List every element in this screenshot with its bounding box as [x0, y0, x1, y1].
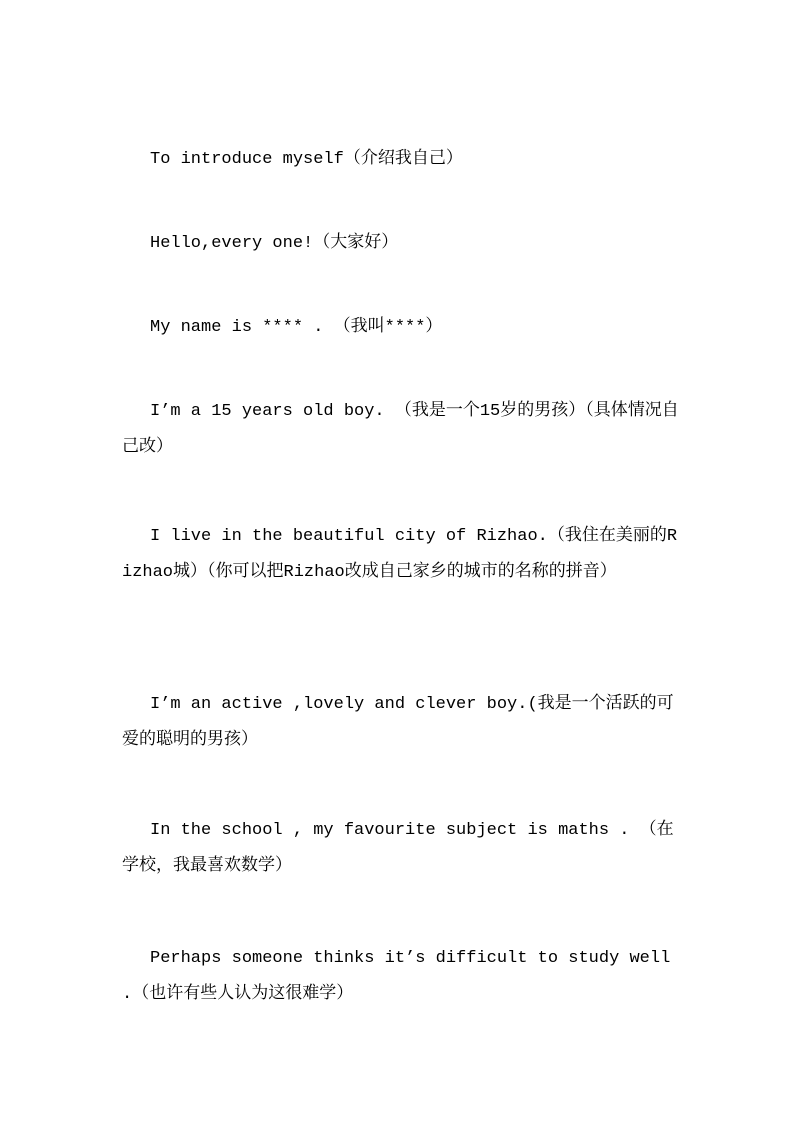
paragraph-title: To introduce myself（介绍我自己）	[150, 150, 463, 169]
paragraph-greeting: Hello,every one!（大家好）	[150, 234, 399, 253]
paragraph-favourite-subject: In the school , my favourite subject is maths . （在学校，我最喜欢数学）	[122, 821, 674, 876]
paragraph-age: I’m a 15 years old boy. （我是一个15岁的男孩）（具体情况自己改）	[122, 402, 679, 457]
paragraph-city: I live in the beautiful city of Rizhao.（我住在美丽的Rizhao城）（你可以把Rizhao改成自己家乡的城市的名称的拼音）	[122, 527, 678, 582]
paragraph-difficulty: Perhaps someone thinks it’s difficult to study well .（也许有些人认为这很难学）	[122, 949, 671, 1004]
paragraph-personality: I’m an active ,lovely and clever boy.(我是一个活跃的可爱的聪明的男孩）	[122, 695, 674, 750]
paragraph-name: My name is **** . （我叫****）	[150, 318, 443, 337]
